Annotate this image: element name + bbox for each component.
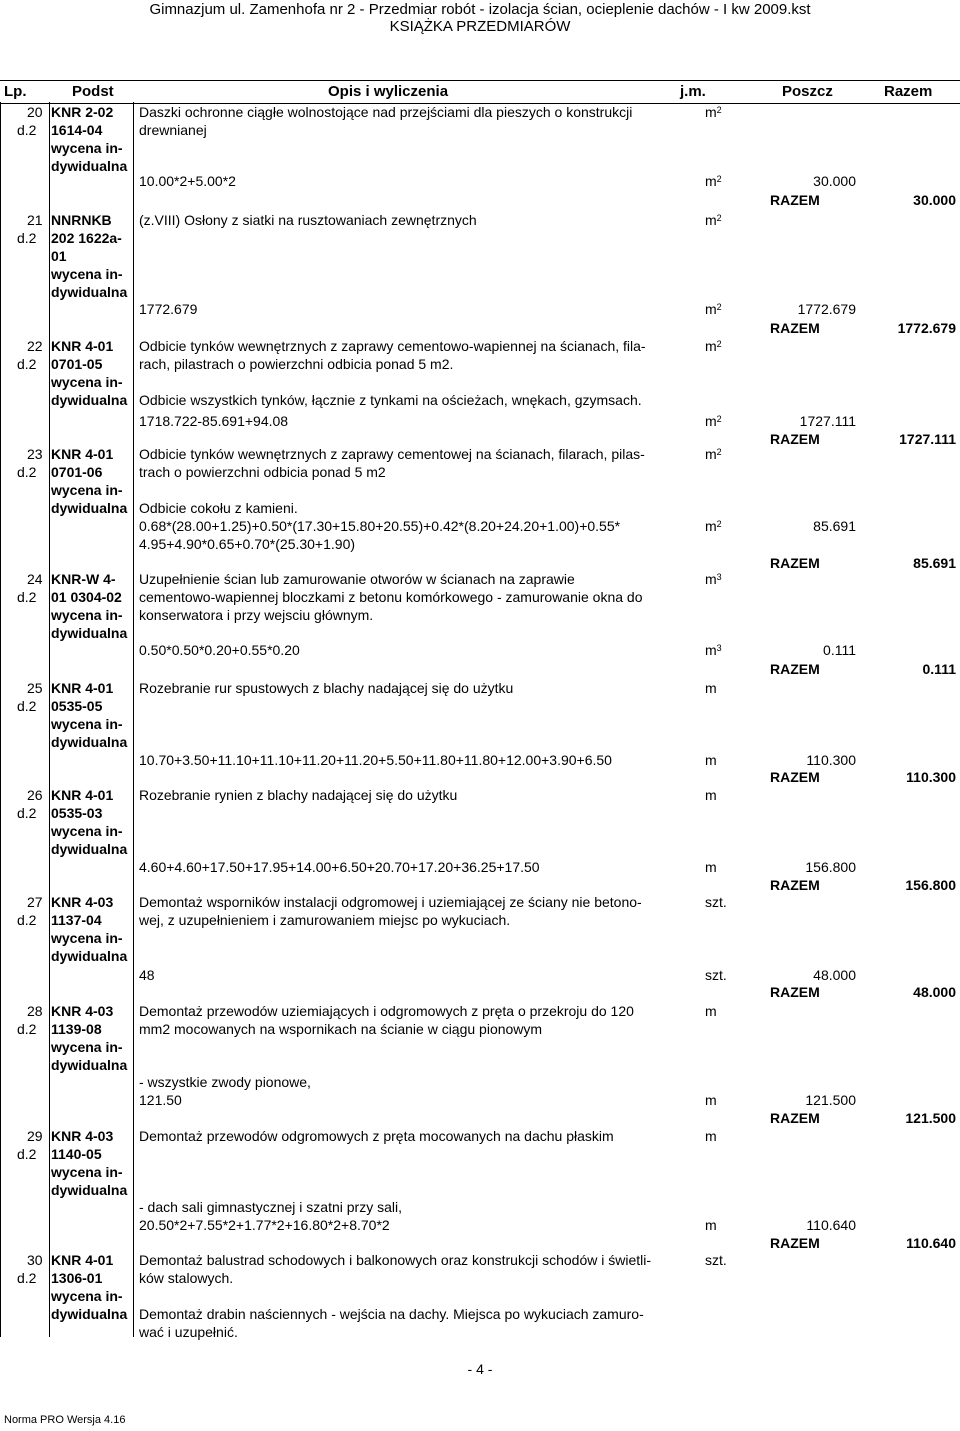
unit: $m^2$ — [705, 518, 722, 534]
poszcz-value: 48.000 — [813, 967, 856, 983]
description: Odbicie cokołu z kamieni. — [139, 500, 298, 516]
unit: $m^3$ — [705, 642, 722, 658]
calculation: 4.60+4.60+17.50+17.95+14.00+6.50+20.70+17.20+36.25+17.50 — [139, 859, 540, 875]
item-suffix: d.2 — [17, 589, 37, 605]
col-podst: Podst — [72, 83, 114, 100]
description: Odbicie wszystkich tynków, łącznie z tynkami na ościeżach, wnękach, gzymsach. — [139, 392, 642, 408]
podst-wycena: wycena in- — [51, 482, 123, 498]
podst-code: 0535-03 — [51, 805, 103, 821]
description: wać i uzupełnić. — [139, 1324, 238, 1340]
podst-wycena: wycena in- — [51, 607, 123, 623]
podst-code: KNR 4-03 — [51, 894, 114, 910]
unit: m — [705, 752, 717, 768]
description: Demontaż przewodów uziemiających i odgromowych z pręta o przekroju do 120 — [139, 1003, 634, 1019]
item-number: 30 — [27, 1252, 43, 1268]
unit: m — [705, 1003, 717, 1019]
item-number: 25 — [27, 680, 43, 696]
podst-wycena: wycena in- — [51, 266, 123, 282]
description: Uzupełnienie ścian lub zamurowanie otworów w ścianach na zaprawie — [139, 571, 575, 587]
description: Demontaż drabin naściennych - wejścia na dachy. Miejsca po wykuciach zamuro- — [139, 1306, 644, 1322]
poszcz-value: 156.800 — [805, 859, 856, 875]
podst-wycena: dywidualna — [51, 625, 128, 641]
item-suffix: d.2 — [17, 1021, 37, 1037]
description: - dach sali gimnastycznej i szatni przy sali, — [139, 1199, 402, 1215]
unit: $m^2$ — [705, 104, 722, 120]
podst-code: 0701-05 — [51, 356, 103, 372]
unit: $m^2$ — [705, 413, 722, 429]
unit: $m^2$ — [705, 212, 722, 228]
item-number: 26 — [27, 787, 43, 803]
podst-wycena: wycena in- — [51, 823, 123, 839]
podst-code: KNR 4-01 — [51, 1252, 114, 1268]
podst-wycena: dywidualna — [51, 734, 128, 750]
podst-wycena: dywidualna — [51, 284, 128, 300]
calculation: 1718.722-85.691+94.08 — [139, 413, 289, 429]
razem-value: 121.500 — [905, 1110, 956, 1126]
razem-value: 48.000 — [913, 984, 956, 1000]
razem-value: 1727.111 — [899, 431, 956, 447]
calculation: 4.95+4.90*0.65+0.70*(25.30+1.90) — [139, 536, 356, 552]
razem-label: RAZEM — [770, 661, 820, 677]
unit: m — [705, 1217, 717, 1233]
podst-wycena: wycena in- — [51, 374, 123, 390]
unit: szt. — [705, 1252, 727, 1268]
poszcz-value: 110.640 — [806, 1217, 856, 1233]
podst-code: KNR 4-01 — [51, 680, 114, 696]
item-suffix: d.2 — [17, 805, 37, 821]
podst-code: 01 0304-02 — [51, 589, 122, 605]
podst-code: KNR 4-01 — [51, 338, 114, 354]
description: wej, z uzupełnieniem i zamurowaniem miejsc po wykuciach. — [139, 912, 511, 928]
podst-code: KNR-W 4- — [51, 571, 116, 587]
calculation: 0.50*0.50*0.20+0.55*0.20 — [139, 642, 300, 658]
podst-code: KNR 2-02 — [51, 104, 114, 120]
unit: szt. — [705, 894, 727, 910]
podst-code: 1140-05 — [51, 1146, 102, 1162]
razem-label: RAZEM — [770, 192, 820, 208]
podst-wycena: wycena in- — [51, 930, 123, 946]
page-number: - 4 - — [467, 1361, 493, 1377]
unit: m — [705, 787, 717, 803]
left-border — [0, 102, 1, 1337]
item-number: 28 — [27, 1003, 43, 1019]
item-number: 20 — [27, 104, 43, 120]
razem-label: RAZEM — [770, 555, 820, 571]
item-number: 24 — [27, 571, 43, 587]
item-suffix: d.2 — [17, 912, 37, 928]
podst-code: 1614-04 — [51, 122, 103, 138]
razem-value: 30.000 — [913, 192, 956, 208]
podst-wycena: dywidualna — [51, 1306, 128, 1322]
razem-value: 1772.679 — [897, 320, 956, 336]
unit: m — [705, 859, 717, 875]
col-opis: Opis i wyliczenia — [328, 83, 449, 100]
item-number: 21 — [27, 212, 43, 228]
razem-label: RAZEM — [770, 877, 820, 893]
poszcz-value: 85.691 — [813, 518, 856, 534]
description: rach, pilastrach o powierzchni odbicia ponad 5 m2. — [139, 356, 454, 372]
podst-wycena: dywidualna — [51, 1057, 128, 1073]
description: Odbicie tynków wewnętrznych z zaprawy cementowej na ścianach, filarach, pilas- — [139, 446, 645, 462]
calculation: 10.70+3.50+11.10+11.10+11.20+11.20+5.50+11.80+11.80+12.00+3.90+6.50 — [139, 752, 612, 768]
item-number: 27 — [27, 894, 43, 910]
description: Rozebranie rur spustowych z blachy nadającej się do użytku — [139, 680, 514, 696]
podst-code: 1139-08 — [51, 1021, 102, 1037]
description: Demontaż przewodów odgromowych z pręta mocowanych na dachu płaskim — [139, 1128, 614, 1144]
podst-wycena: dywidualna — [51, 841, 128, 857]
description: (z.VIII) Osłony z siatki na rusztowaniach zewnętrznych — [139, 212, 477, 228]
col-poszcz: Poszcz — [782, 83, 833, 100]
col-jm: j.m. — [680, 83, 706, 100]
item-suffix: d.2 — [17, 1146, 37, 1162]
calculation: 1772.679 — [139, 301, 198, 317]
podst-code: 1137-04 — [51, 912, 102, 928]
razem-label: RAZEM — [770, 320, 820, 336]
podst-wycena: wycena in- — [51, 1039, 123, 1055]
unit: $m^2$ — [705, 173, 722, 189]
podst-code: KNR 4-01 — [51, 787, 114, 803]
unit: m — [705, 680, 717, 696]
unit: $m^3$ — [705, 571, 722, 587]
description: konserwatora i przy wejsciu głównym. — [139, 607, 374, 623]
item-suffix: d.2 — [17, 698, 37, 714]
description: drewnianej — [139, 122, 207, 138]
podst-wycena: dywidualna — [51, 392, 128, 408]
table-header — [0, 80, 960, 104]
description: Rozebranie rynien z blachy nadającej się do użytku — [139, 787, 458, 803]
item-suffix: d.2 — [17, 230, 37, 246]
razem-label: RAZEM — [770, 431, 820, 447]
unit: $m^2$ — [705, 301, 722, 317]
description: Daszki ochronne ciągłe wolnostojące nad przejściami dla pieszych o konstrukcji — [139, 104, 633, 120]
poszcz-value: 1772.679 — [797, 301, 856, 317]
podst-code: 202 1622a- — [51, 230, 122, 246]
software-version: Norma PRO Wersja 4.16 — [4, 1414, 126, 1426]
calculation: 10.00*2+5.00*2 — [139, 173, 236, 189]
podst-code: NNRNKB — [51, 212, 112, 228]
podst-wycena: dywidualna — [51, 158, 128, 174]
item-number: 22 — [27, 338, 43, 354]
poszcz-value: 110.300 — [806, 752, 856, 768]
unit: $m^2$ — [705, 446, 722, 462]
podst-wycena: wycena in- — [51, 1288, 123, 1304]
razem-value: 156.800 — [905, 877, 956, 893]
description: mm2 mocowanych na wspornikach na ścianie w ciągu pionowym — [139, 1021, 543, 1037]
description: trach o powierzchni odbicia ponad 5 m2 — [139, 464, 386, 480]
description: Demontaż wsporników instalacji odgromowej i uziemiającej ze ściany nie betono- — [139, 894, 642, 910]
file-title: Gimnazjum ul. Zamenhofa nr 2 - Przedmiar robót - izolacja ścian, ocieplenie dachów - I kw 2009.kst — [149, 1, 811, 18]
razem-value: 85.691 — [913, 555, 956, 571]
razem-label: RAZEM — [770, 1235, 820, 1251]
podst-wycena: dywidualna — [51, 948, 128, 964]
podst-code: KNR 4-01 — [51, 446, 114, 462]
podst-code: KNR 4-03 — [51, 1003, 114, 1019]
podst-wycena: dywidualna — [51, 1182, 128, 1198]
col-lp: Lp. — [4, 83, 27, 100]
item-suffix: d.2 — [17, 1270, 37, 1286]
description: cementowo-wapiennej bloczkami z betonu komórkowego - zamurowanie okna do — [139, 589, 643, 605]
podst-code: 1306-01 — [51, 1270, 103, 1286]
unit: szt. — [705, 967, 727, 983]
podst-code: 0535-05 — [51, 698, 103, 714]
poszcz-value: 30.000 — [813, 173, 856, 189]
item-number: 29 — [27, 1128, 43, 1144]
poszcz-value: 121.500 — [805, 1092, 856, 1108]
item-suffix: d.2 — [17, 464, 37, 480]
razem-value: 110.300 — [906, 769, 956, 785]
razem-label: RAZEM — [770, 1110, 820, 1126]
book-title: KSIĄŻKA PRZEDMIARÓW — [389, 18, 571, 35]
razem-label: RAZEM — [770, 984, 820, 1000]
calculation: 0.68*(28.00+1.25)+0.50*(17.30+15.80+20.55)+0.42*(8.20+24.20+1.00)+0.55* — [139, 518, 621, 534]
razem-value: 110.640 — [906, 1235, 956, 1251]
poszcz-value: 1727.111 — [799, 413, 856, 429]
description: ków stalowych. — [139, 1270, 234, 1286]
item-number: 23 — [27, 446, 43, 462]
razem-label: RAZEM — [770, 769, 820, 785]
podst-code: 0701-06 — [51, 464, 103, 480]
unit: $m^2$ — [705, 338, 722, 354]
unit: m — [705, 1128, 717, 1144]
item-suffix: d.2 — [17, 122, 37, 138]
podst-wycena: wycena in- — [51, 716, 123, 732]
podst-wycena: wycena in- — [51, 140, 123, 156]
col-razem: Razem — [884, 83, 933, 100]
calculation: 121.50 — [139, 1092, 182, 1108]
unit: m — [705, 1092, 717, 1108]
podst-wycena: wycena in- — [51, 1164, 123, 1180]
poszcz-value: 0.111 — [823, 642, 856, 658]
description: Odbicie tynków wewnętrznych z zaprawy cementowo-wapiennej na ścianach, fila- — [139, 338, 646, 354]
calculation: 48 — [139, 967, 155, 983]
item-suffix: d.2 — [17, 356, 37, 372]
calculation: 20.50*2+7.55*2+1.77*2+16.80*2+8.70*2 — [139, 1217, 390, 1233]
podst-divider — [49, 102, 50, 1337]
description: - wszystkie zwody pionowe, — [139, 1074, 311, 1090]
description: Demontaż balustrad schodowych i balkonowych oraz konstrukcji schodów i świetli- — [139, 1252, 652, 1268]
podst-wycena: dywidualna — [51, 500, 128, 516]
podst-code: 01 — [51, 248, 67, 264]
podst-code: KNR 4-03 — [51, 1128, 114, 1144]
razem-value: 0.111 — [922, 661, 956, 677]
